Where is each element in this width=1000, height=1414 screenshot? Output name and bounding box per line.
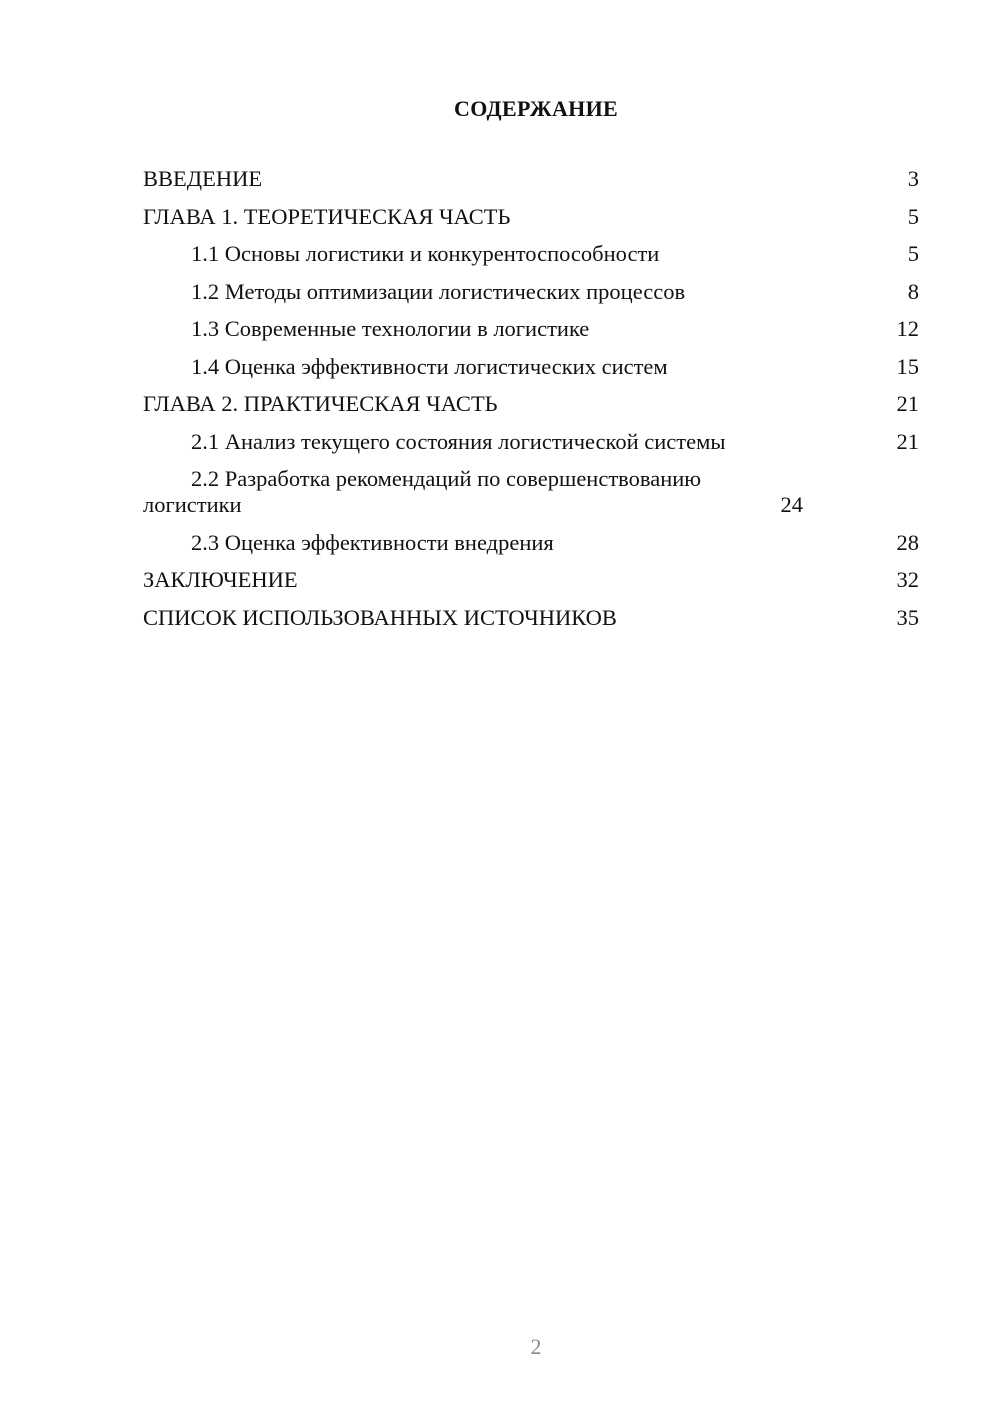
toc-entry-label: 1.4 Оценка эффективности логистических систем (191, 353, 668, 379)
toc-entry-chapter-1[interactable] (143, 204, 919, 230)
toc-entry-label: ГЛАВА 2. ПРАКТИЧЕСКАЯ ЧАСТЬ (143, 391, 498, 416)
toc-entry-section-1-1[interactable] (143, 241, 919, 267)
toc-entry-section-2-1[interactable] (143, 429, 919, 455)
toc-entry-chapter-2[interactable] (143, 391, 919, 417)
toc-entry-label: 1.2 Методы оптимизации логистических процессов (191, 278, 686, 304)
toc-entry-section-2-2[interactable] (143, 466, 919, 518)
table-of-contents (143, 166, 919, 642)
toc-entry-page: 24 (780, 492, 803, 517)
toc-entry-label: 2.1 Анализ текущего состояния логистической системы (191, 428, 726, 454)
toc-entry-label: СПИСОК ИСПОЛЬЗОВАННЫХ ИСТОЧНИКОВ (143, 604, 617, 630)
toc-entry-page: 21 (896, 391, 919, 416)
toc-entry-section-1-2[interactable] (143, 279, 919, 305)
toc-title: СОДЕРЖАНИЕ (454, 96, 618, 121)
toc-entry-conclusion[interactable] (143, 567, 919, 593)
toc-entry-section-2-3[interactable] (143, 530, 919, 556)
toc-entry-page: 3 (907, 166, 919, 191)
toc-entry-page: 12 (896, 316, 919, 341)
toc-entry-page: 5 (907, 241, 919, 266)
toc-entry-label: ГЛАВА 1. ТЕОРЕТИЧЕСКАЯ ЧАСТЬ (143, 203, 511, 229)
toc-entry-page: 32 (896, 567, 919, 592)
toc-entry-references[interactable] (143, 605, 919, 631)
toc-entry-page: 5 (907, 203, 919, 229)
toc-entry-page: 15 (896, 353, 919, 379)
toc-entry-label: 2.3 Оценка эффективности внедрения (191, 529, 554, 555)
toc-entry-label: ЗАКЛЮЧЕНИЕ (143, 567, 298, 592)
toc-entry-label: 1.3 Современные технологии в логистике (191, 316, 590, 341)
toc-entry-label: ВВЕДЕНИЕ (143, 166, 263, 191)
toc-entry-introduction[interactable] (143, 166, 919, 192)
toc-entry-label: 2.2 Разработка рекомендаций по совершенствованию логистики (143, 466, 702, 517)
toc-entry-label: 1.1 Основы логистики и конкурентоспособности (191, 241, 660, 266)
toc-entry-page: 8 (907, 278, 919, 304)
toc-entry-page: 21 (896, 428, 919, 454)
toc-entry-page: 28 (896, 529, 919, 555)
page-number: 2 (530, 1334, 542, 1359)
toc-entry-section-1-3[interactable] (143, 316, 919, 342)
toc-entry-section-1-4[interactable] (143, 354, 919, 380)
toc-entry-page: 35 (896, 604, 919, 630)
